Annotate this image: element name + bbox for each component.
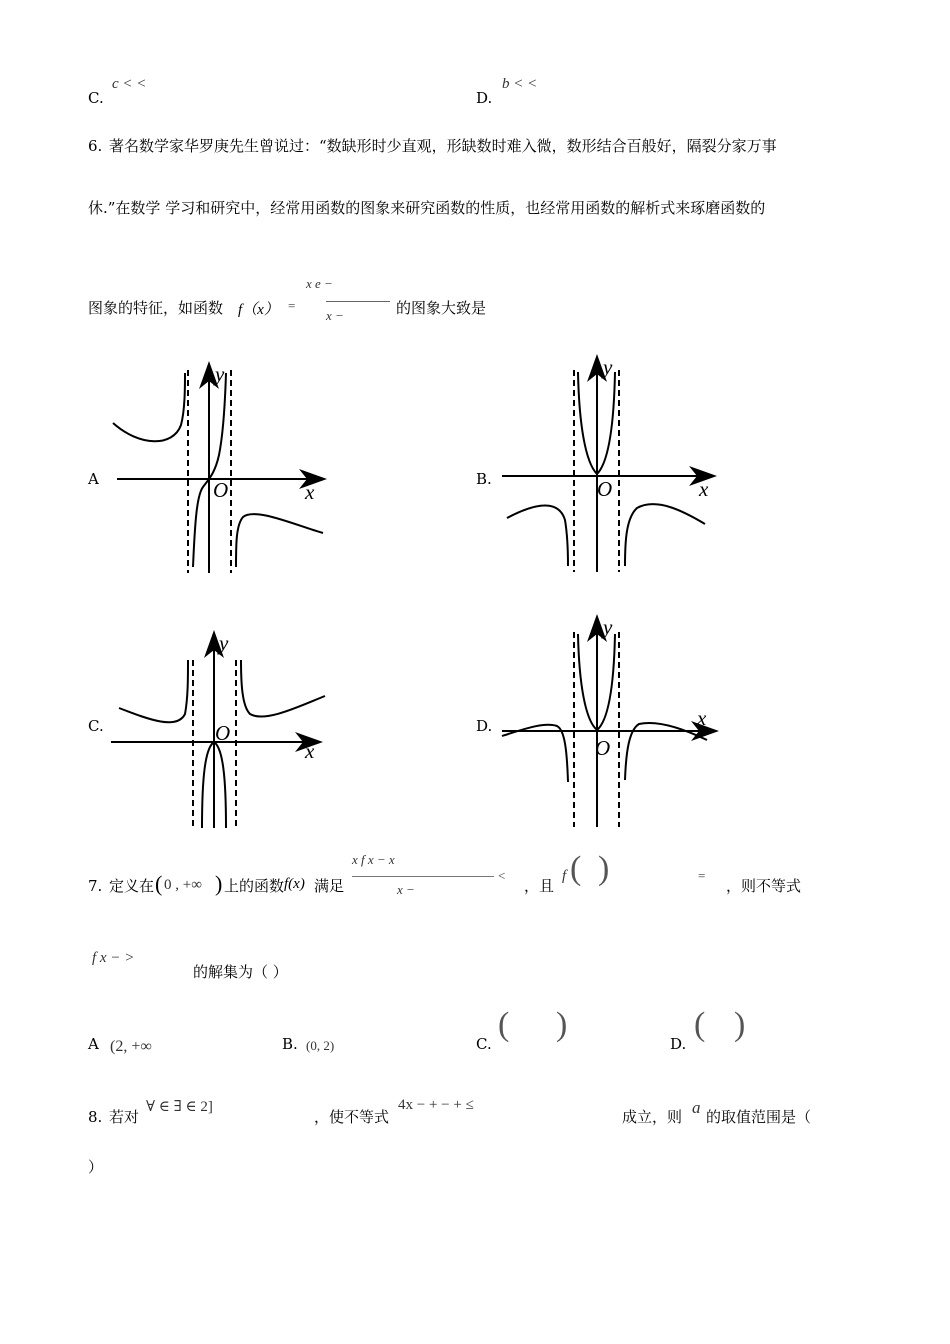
q7-interval-close: )	[215, 871, 223, 896]
q8-text-pre: 若对	[109, 1108, 140, 1126]
curve-left	[502, 725, 568, 782]
q6-option-b-label: B.	[476, 470, 492, 488]
y-axis-label: y	[603, 615, 613, 639]
q6-line-3-end: 的图象大致是	[396, 299, 487, 317]
q7-interval-open: (	[155, 871, 163, 896]
q7-option-c-paren-right: )	[556, 1006, 568, 1043]
q6-equals: =	[288, 298, 296, 313]
q7-interval: 0 , +∞	[164, 877, 202, 893]
q6-fraction-denominator: x −	[326, 308, 344, 323]
curve-right	[241, 660, 325, 717]
q6-option-d-label: D.	[476, 717, 493, 735]
q6-fraction-numerator: x e −	[306, 276, 333, 291]
x-axis-label: x	[305, 480, 315, 504]
q5-option-c-expr: c < <	[112, 76, 147, 92]
q7-option-d-label: D.	[670, 1035, 687, 1053]
q6-graph-a	[105, 355, 335, 585]
q7-option-a-value: (2, +∞	[110, 1038, 152, 1055]
y-axis-label: y	[603, 355, 613, 379]
y-axis-label: y	[219, 631, 229, 655]
q7-option-c-paren-left: (	[498, 1006, 510, 1043]
q7-fraction-bar	[352, 876, 494, 877]
q7-option-b-value: (0, 2)	[306, 1038, 335, 1053]
q7-text-post: ，则不等式	[726, 877, 802, 895]
q7-text-mid: 上的函数	[224, 877, 285, 895]
q7-option-b-label: B.	[282, 1035, 298, 1053]
curve-right	[236, 514, 323, 567]
q5-option-c-label: C.	[88, 89, 104, 107]
origin-label: O	[595, 736, 611, 760]
q7-and: ，且	[524, 877, 555, 895]
q7-satisfies: 满足	[314, 877, 345, 895]
q8-text-post: 成立，则	[622, 1108, 683, 1126]
q7-option-d-paren-right: )	[734, 1006, 746, 1043]
q7-equals: =	[698, 868, 706, 883]
q6-number: 6.	[88, 137, 103, 155]
q7-text-pre: 定义在	[109, 877, 155, 895]
q7-f-symbol: f	[562, 868, 567, 884]
q6-line-3: 图象的特征，如函数	[88, 299, 224, 317]
x-axis-label: x	[699, 477, 709, 501]
q7-less-than: <	[498, 868, 506, 883]
q6-graph-d	[497, 612, 722, 834]
x-axis-label: x	[697, 706, 707, 730]
q8-quantifiers: ∀ ∈ ∃ ∈ 2]	[146, 1099, 213, 1115]
q8-number: 8.	[88, 1108, 103, 1126]
curve-left	[113, 373, 185, 441]
q7-fraction-denominator: x −	[397, 882, 415, 897]
origin-label: O	[213, 478, 229, 502]
q7-fraction-numerator: x f x − x	[352, 852, 395, 867]
q7-number: 7.	[88, 877, 103, 895]
q5-option-d-expr: b < <	[502, 76, 538, 92]
q8-close-paren: ）	[88, 1158, 104, 1176]
origin-label: O	[597, 477, 613, 501]
q8-inequality: 4x − + − + ≤	[398, 1097, 474, 1113]
q6-line-2: 休.”在数学 学习和研究中，经常用函数的图象来研究函数的性质，也经常用函数的解析式来琢磨函数的	[88, 199, 766, 217]
q6-graph-b	[497, 352, 722, 580]
q7-text-tail: 的解集为（ ）	[193, 963, 288, 981]
curve-left	[119, 660, 188, 722]
q8-text-mid: ，使不等式	[314, 1108, 390, 1126]
y-axis-label: y	[215, 362, 225, 386]
q7-option-a-label: A	[88, 1035, 99, 1053]
q6-fraction-bar	[326, 301, 390, 302]
origin-label: O	[215, 721, 231, 745]
q8-variable-a: a	[692, 1098, 701, 1117]
q5-option-d-label: D.	[476, 89, 493, 107]
q6-option-a-label: A	[88, 470, 99, 488]
q7-inequality: f x − >	[92, 950, 135, 966]
x-axis-label: x	[305, 739, 315, 763]
q6-line-1: 著名数学家华罗庚先生曾说过：“数缺形时少直观，形缺数时难入微，数形结合百般好，隔裂分家万事	[109, 137, 777, 155]
q7-option-d-paren-left: (	[694, 1006, 706, 1043]
q6-graph-c	[105, 628, 335, 833]
curve-right	[625, 504, 705, 566]
q7-function-name: f(x)	[284, 876, 305, 892]
q7-paren-left: (	[570, 850, 582, 887]
q7-option-c-label: C.	[476, 1035, 492, 1053]
q8-text-tail: 的取值范围是（	[706, 1108, 812, 1126]
curve-left	[507, 506, 568, 567]
q7-paren-right: )	[598, 850, 610, 887]
q6-function-name: f（x）	[238, 302, 279, 318]
q6-option-c-label: C.	[88, 717, 104, 735]
